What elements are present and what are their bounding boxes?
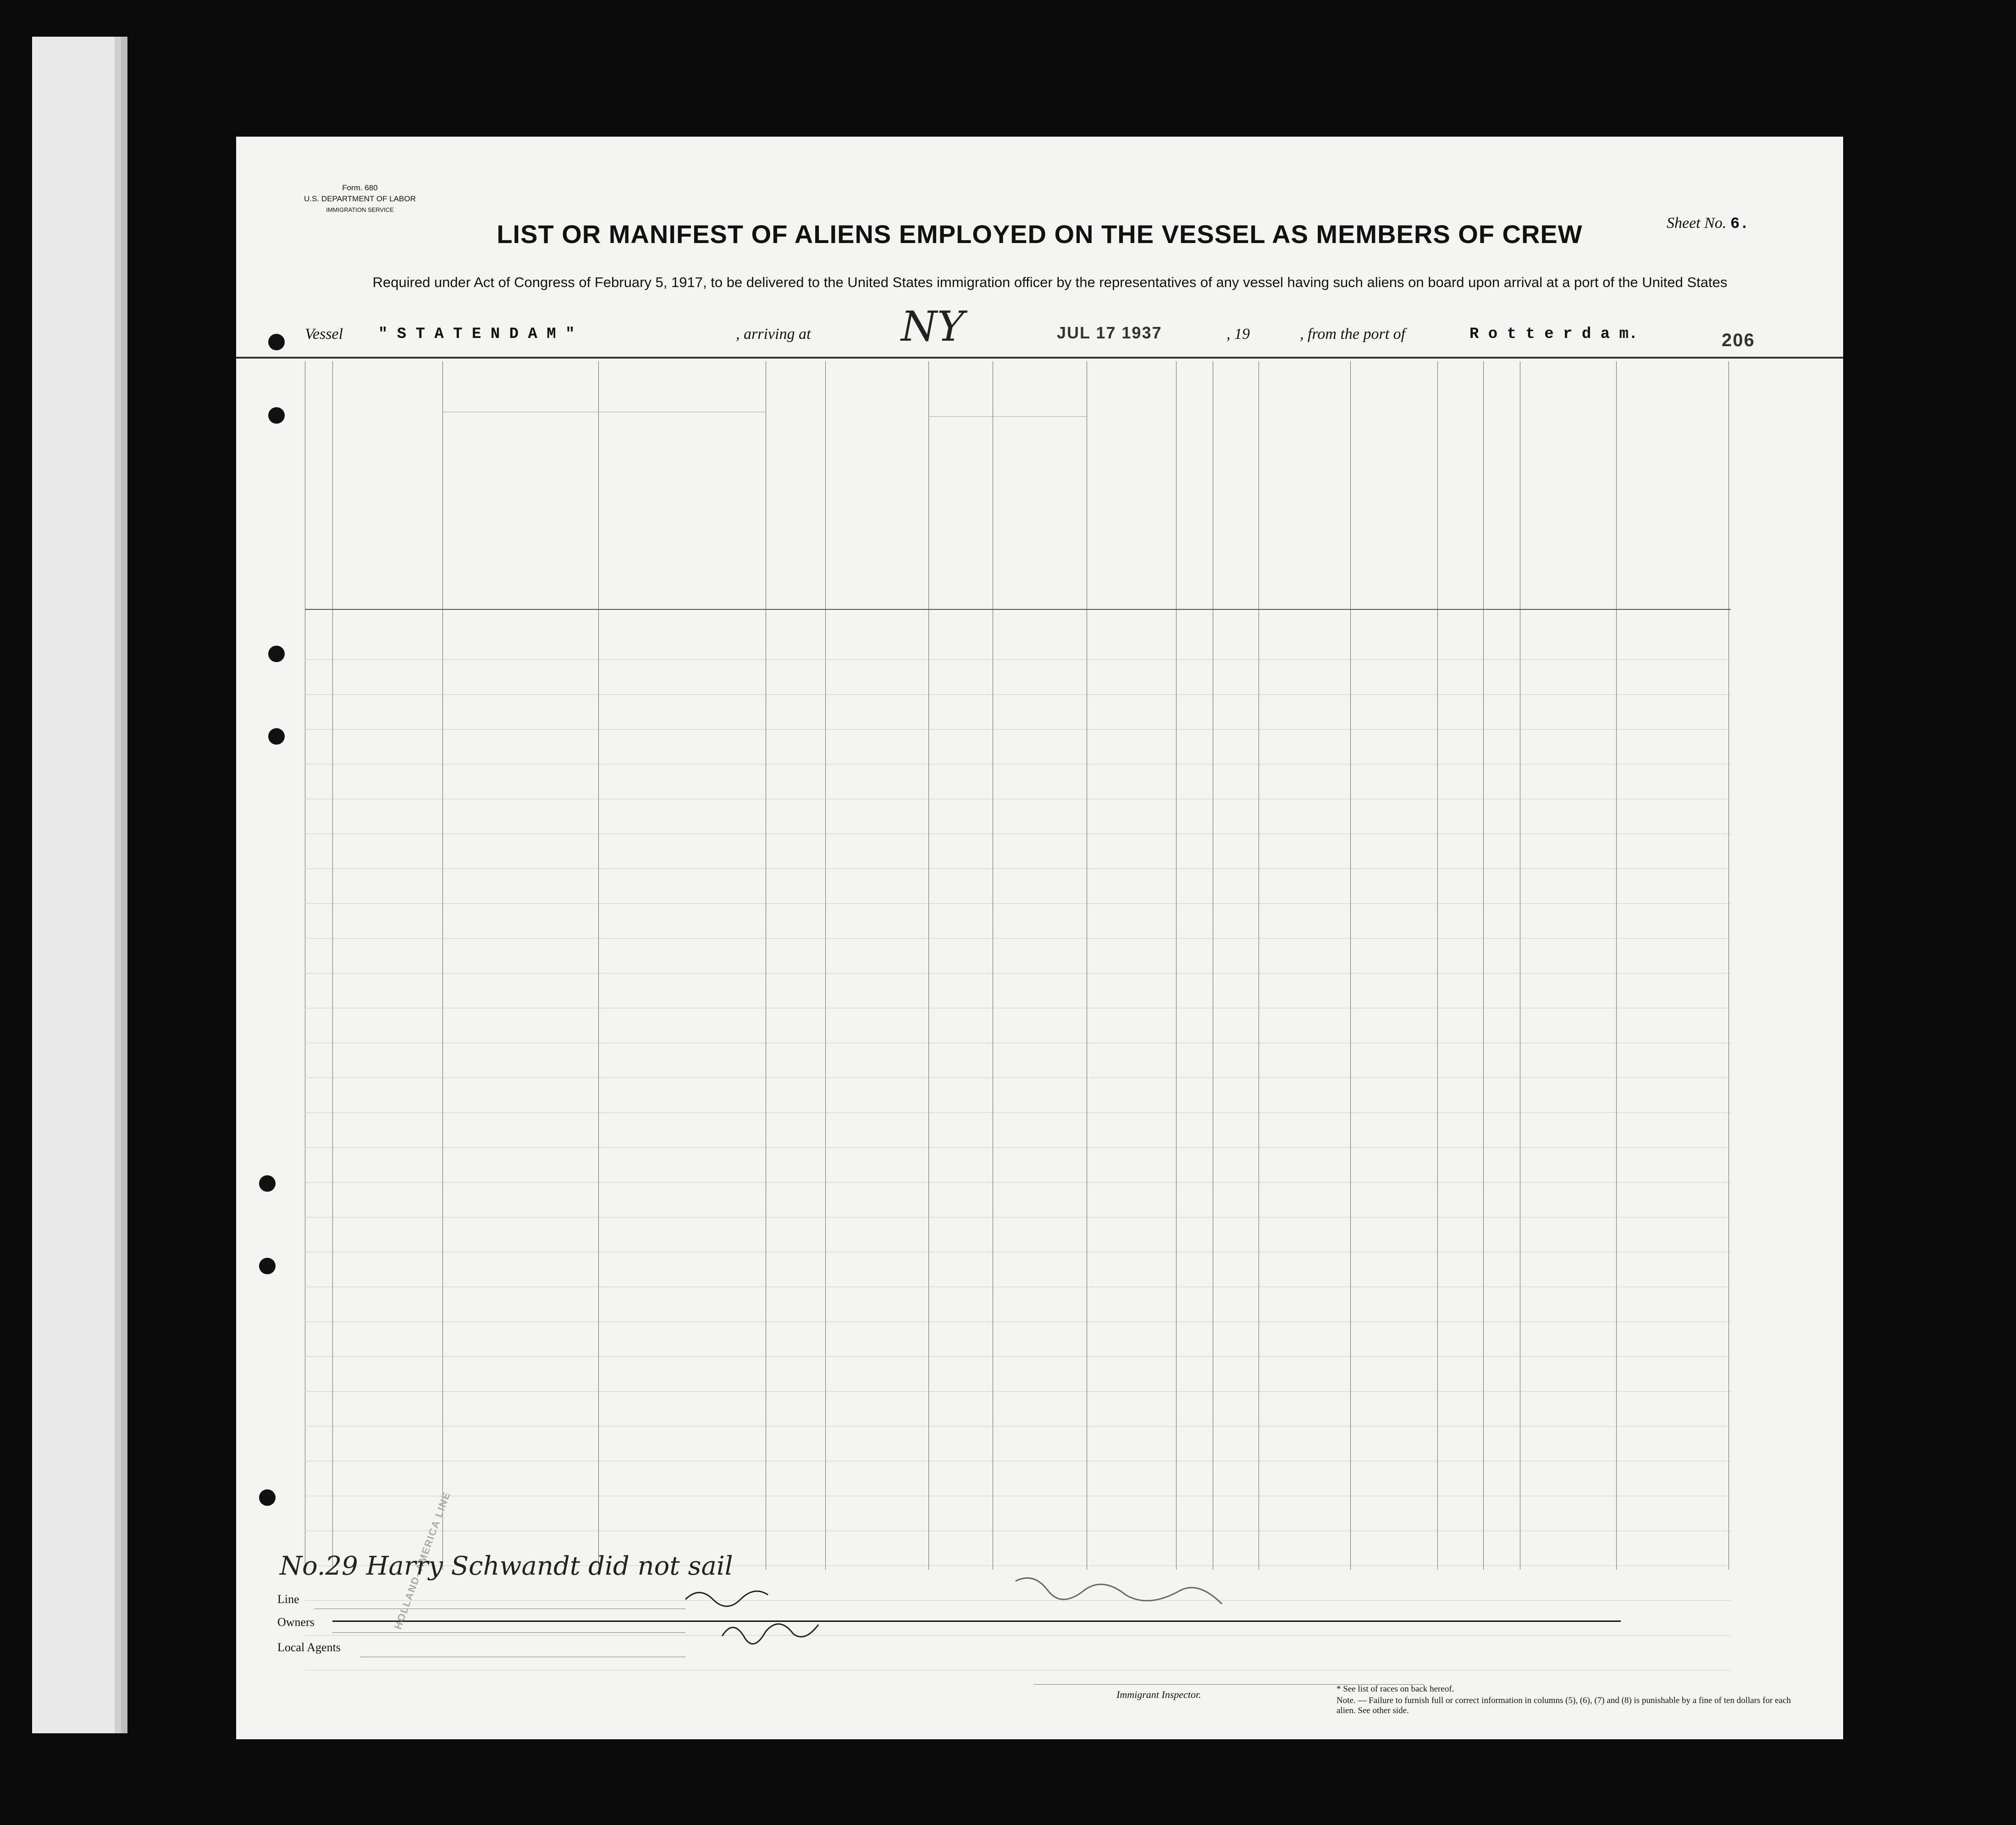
column-divider bbox=[332, 361, 333, 1570]
sheet-value: 6. bbox=[1730, 216, 1749, 233]
row-rule bbox=[305, 938, 1731, 939]
column-divider bbox=[928, 361, 929, 1570]
year-label: , 19 bbox=[1226, 326, 1250, 343]
punch-hole bbox=[268, 728, 285, 745]
date-stamp: JUL 17 1937 bbox=[1057, 323, 1162, 342]
vessel-label: Vessel bbox=[305, 326, 343, 343]
form-number: Form. 680 bbox=[342, 183, 378, 192]
column-divider bbox=[1350, 361, 1351, 1570]
agent-stamp: HOLLAND–AMERICA LINE bbox=[392, 1490, 453, 1631]
manifest-sheet bbox=[236, 137, 1843, 1739]
owners-label: Owners bbox=[277, 1615, 315, 1629]
signatures bbox=[672, 1572, 1497, 1682]
column-divider bbox=[442, 361, 443, 1570]
sheet-label: Sheet No. bbox=[1667, 215, 1727, 232]
row-rule bbox=[305, 903, 1731, 904]
vessel-line bbox=[305, 303, 1795, 353]
line-label: Line bbox=[277, 1593, 299, 1606]
from-label: , from the port of bbox=[1300, 326, 1406, 343]
footnote-penalty: Note. — Failure to furnish full or correct information in columns (5), (6), (7) and (8) is punishable by a fine of ten dollars for each alien. See other side. bbox=[1337, 1696, 1791, 1715]
page-title: LIST OR MANIFEST OF ALIENS EMPLOYED ON THE VESSEL AS MEMBERS OF CREW bbox=[497, 220, 1583, 249]
arriving-port: NY bbox=[901, 303, 965, 351]
row-rule bbox=[305, 1112, 1731, 1113]
column-divider bbox=[825, 361, 826, 1570]
page-stack-edge bbox=[32, 37, 115, 1733]
signature-master bbox=[685, 1591, 768, 1606]
agents-label: Local Agents bbox=[277, 1641, 341, 1654]
punch-hole bbox=[259, 1489, 276, 1506]
row-rule bbox=[305, 1426, 1731, 1427]
row-rule bbox=[305, 868, 1731, 869]
manifest-table bbox=[236, 361, 1843, 1705]
header-bottom-rule bbox=[305, 609, 1731, 610]
form-header bbox=[287, 182, 433, 216]
from-port: R o t t e r d a m. bbox=[1469, 326, 1638, 343]
row-rule bbox=[305, 659, 1731, 660]
signature-agent bbox=[722, 1624, 818, 1644]
service: IMMIGRATION SERVICE bbox=[326, 206, 394, 213]
row-rule bbox=[305, 729, 1731, 730]
shipped-subheader-rule bbox=[928, 416, 1087, 417]
handwritten-note: No.29 Harry Schwandt did not sail bbox=[280, 1551, 733, 1581]
owners-rule bbox=[332, 1632, 685, 1633]
department: U.S. DEPARTMENT OF LABOR bbox=[304, 194, 416, 203]
page-subtitle: Required under Act of Congress of February 5, 1917, to be delivered to the United States immigration officer by the representatives of any vessel having such aliens on board upon arrival at a port of the United States bbox=[372, 274, 1728, 290]
row-rule bbox=[305, 694, 1731, 695]
row-rule bbox=[305, 1356, 1731, 1357]
row-rule bbox=[305, 1182, 1731, 1183]
signature-inspector bbox=[1016, 1578, 1222, 1604]
row-rule bbox=[305, 1147, 1731, 1148]
punch-hole bbox=[259, 1175, 276, 1192]
column-divider bbox=[1483, 361, 1484, 1570]
column-divider bbox=[598, 361, 599, 1570]
column-divider bbox=[1616, 361, 1617, 1570]
punch-hole bbox=[259, 1258, 276, 1274]
header-rule bbox=[236, 357, 1843, 359]
punch-hole bbox=[268, 646, 285, 662]
stamp-number: 206 bbox=[1722, 330, 1755, 350]
column-divider bbox=[1437, 361, 1438, 1570]
row-rule bbox=[305, 1391, 1731, 1392]
arriving-label: , arriving at bbox=[736, 326, 811, 343]
punch-hole bbox=[268, 407, 285, 424]
footnote-races: * See list of races on back hereof. bbox=[1337, 1684, 1454, 1694]
punch-hole bbox=[268, 334, 285, 350]
inspector-label: Immigrant Inspector. bbox=[1116, 1689, 1201, 1700]
vessel-name: " S T A T E N D A M " bbox=[378, 326, 575, 343]
